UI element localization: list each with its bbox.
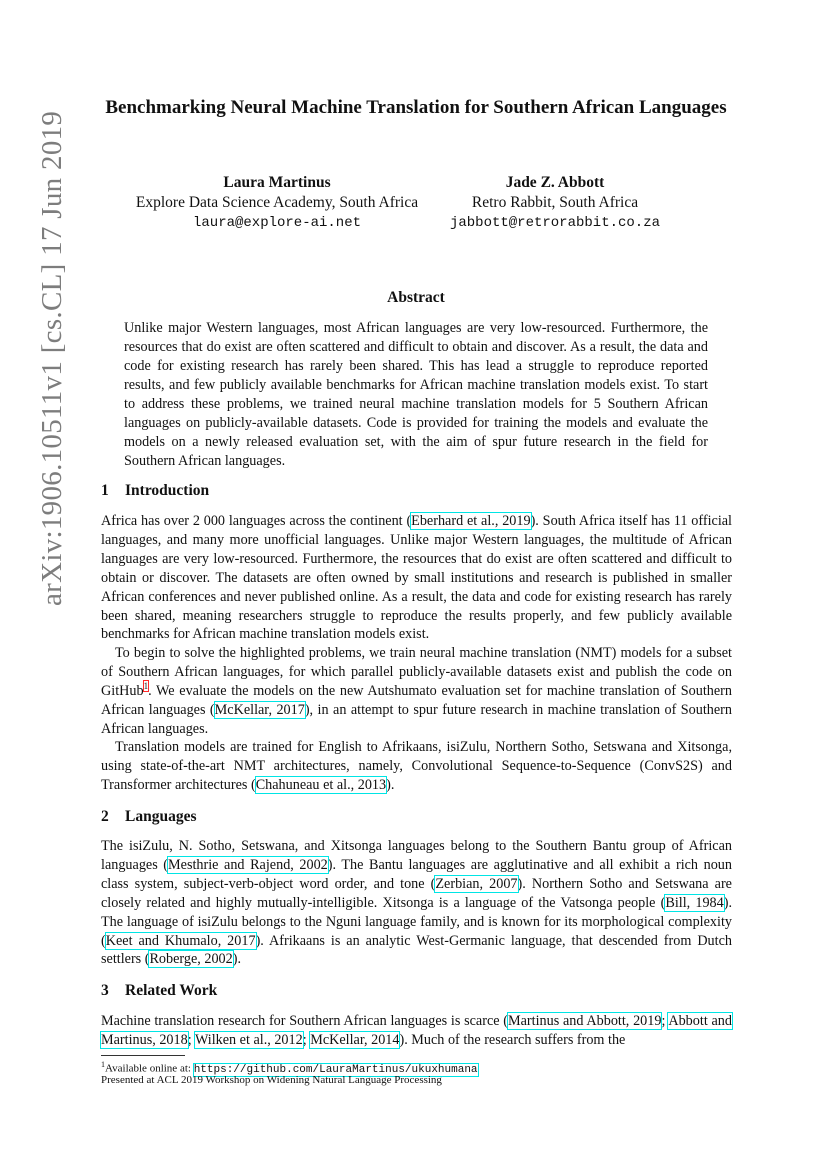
abstract-text: Unlike major Western languages, most African languages are very low-resourced. Furthermore, the resources that do exist are often scattered and difficult to obtain and discover. As a result, the data and code for existing research has rarely been shared. This has lead a struggle to reproduce reported results, and few publicly available benchmarks for African machine translation models exist. To start to address these problems, we trained neural machine translation models for 5 Southern African languages on publicly-available datasets. Code is provided for training the models and evaluate the models on a newly released evaluation set, with the aim of spur future research in the field for Southern African languages. [124, 320, 708, 469]
author-name: Laura Martinus [223, 174, 331, 191]
citation-link[interactable]: Abbott and Martinus, 2018 [101, 1013, 732, 1048]
citation-link[interactable]: Wilken et al., 2012 [194, 1031, 303, 1048]
text-run: ). Northern Sotho and Setswana are closely related and highly mutually-intelligible. Xitsonga is a language of the Vatsonga people ( [101, 875, 732, 911]
footnote-mark: 1 [101, 1060, 105, 1069]
citation-link[interactable]: Martinus and Abbott, 2019 [508, 1013, 662, 1029]
text-run: Machine translation research for Southern African languages is scarce ( [101, 1013, 508, 1029]
author-affiliation: Explore Data Science Academy, South Africa [135, 194, 419, 211]
intro-paragraph-3 [101, 738, 732, 795]
text-run: ). The language of isiZulu belongs to the Nguni language family, and is known for its morphological complexity ( [101, 894, 733, 949]
text-run: Africa has over 2 000 languages across the continent ( [101, 513, 412, 529]
section-number: 2 [101, 808, 109, 825]
footnote-ref-link[interactable]: 1 [143, 681, 149, 692]
section-heading-related-work [101, 982, 217, 1000]
citation-link[interactable]: Bill, 1984 [665, 894, 724, 911]
section-number: 3 [101, 982, 109, 999]
text-run: ; [187, 1031, 195, 1048]
arxiv-stamp: arXiv:1906.10511v1 [cs.CL] 17 Jun 2019 [36, 110, 68, 606]
footnote-url-link[interactable]: https://github.com/LauraMartinus/ukuxhumana [193, 1063, 478, 1076]
section-heading-introduction [101, 482, 209, 500]
text-run: ). Afrikaans is an analytic West-Germanic language, that descended from Dutch settlers ( [101, 932, 732, 968]
author-block-1 [120, 173, 434, 233]
citation-link[interactable]: Zerbian, 2007 [435, 875, 518, 892]
author-affiliation: Retro Rabbit, South Africa [471, 194, 639, 211]
paper-title: Benchmarking Neural Machine Translation for Southern African Languages [105, 97, 727, 118]
text-run: . We evaluate the models on the new Autshumato evaluation set for machine translation of Southern African languages ( [101, 682, 732, 718]
text-run: ). [232, 951, 242, 968]
author-block-2 [428, 173, 682, 233]
citation-link[interactable]: Keet and Khumalo, 2017 [105, 932, 256, 949]
text-run: The isiZulu, N. Sotho, Setswana, and Xitsonga languages belong to the Southern Bantu group of African languages ( [101, 838, 732, 873]
author-email: jabbott@retrorabbit.co.za [449, 215, 661, 231]
abstract-heading: Abstract [387, 289, 445, 306]
text-run: ). The Bantu languages are agglutinative and all exhibit a rich noun class system, subject-verb-object word order, and tone ( [101, 856, 732, 892]
section-title: Languages [125, 808, 197, 825]
citation-link[interactable]: Chahuneau et al., 2013 [255, 776, 387, 793]
presented-at-note: Presented at ACL 2019 Workshop on Widening Natural Language Processing [101, 1074, 442, 1086]
author-name: Jade Z. Abbott [505, 174, 605, 191]
text-run: ), in an attempt to spur future research in machine translation of Southern African languages. [101, 701, 732, 737]
intro-paragraph-2 [101, 644, 732, 739]
citation-link[interactable]: McKellar, 2014 [310, 1031, 400, 1048]
languages-paragraph-1 [101, 837, 732, 969]
text-run: To begin to solve the highlighted problems, we train neural machine translation (NMT) models for a subset of Southern African languages, for which parallel publicly-available datasets exist and publish the code on GitHub [101, 645, 732, 699]
section-number: 1 [101, 482, 109, 499]
text-run: ; [302, 1031, 311, 1048]
section-heading-languages [101, 808, 197, 826]
footnote-divider [101, 1055, 185, 1056]
text-run: ). Much of the research suffers from the [399, 1031, 626, 1048]
author-email: laura@explore-ai.net [192, 215, 362, 231]
citation-link[interactable]: Eberhard et al., 2019 [411, 513, 531, 529]
section-title: Related Work [125, 982, 218, 999]
citation-link[interactable]: Roberge, 2002 [149, 951, 233, 968]
citation-link[interactable]: Mesthrie and Rajend, 2002 [168, 856, 328, 873]
text-run: ). [386, 776, 395, 793]
intro-paragraph-1 [101, 512, 732, 644]
citation-link[interactable]: McKellar, 2017 [214, 701, 305, 718]
section-title: Introduction [125, 482, 210, 499]
text-run: ; [661, 1013, 669, 1029]
related-paragraph-1 [101, 1012, 732, 1050]
footnote-text: Available online at: [105, 1062, 194, 1075]
text-run: Translation models are trained for English to Afrikaans, isiZulu, Northern Sotho, Setswana and Xitsonga, using state-of-the-art NMT architectures, namely, Convolutional Sequence-to-Sequence (ConvS2S) and Transformer architectures ( [101, 739, 732, 793]
text-run: ). South Africa itself has 11 official languages, and many more unofficial languages. Unlike major Western languages, the multitude of African languages are very low-resourced. Furthermore, the resources that do exist are often scattered and difficult to obtain or discover. The datasets are often owned by small institutions and research is published in smaller African conferences and never published online. As a result, the data and code for existing research has rarely been shared, meaning researchers struggle to reproduce the results properly, and few publicly available benchmarks for African machine translation models exist. [101, 513, 732, 643]
